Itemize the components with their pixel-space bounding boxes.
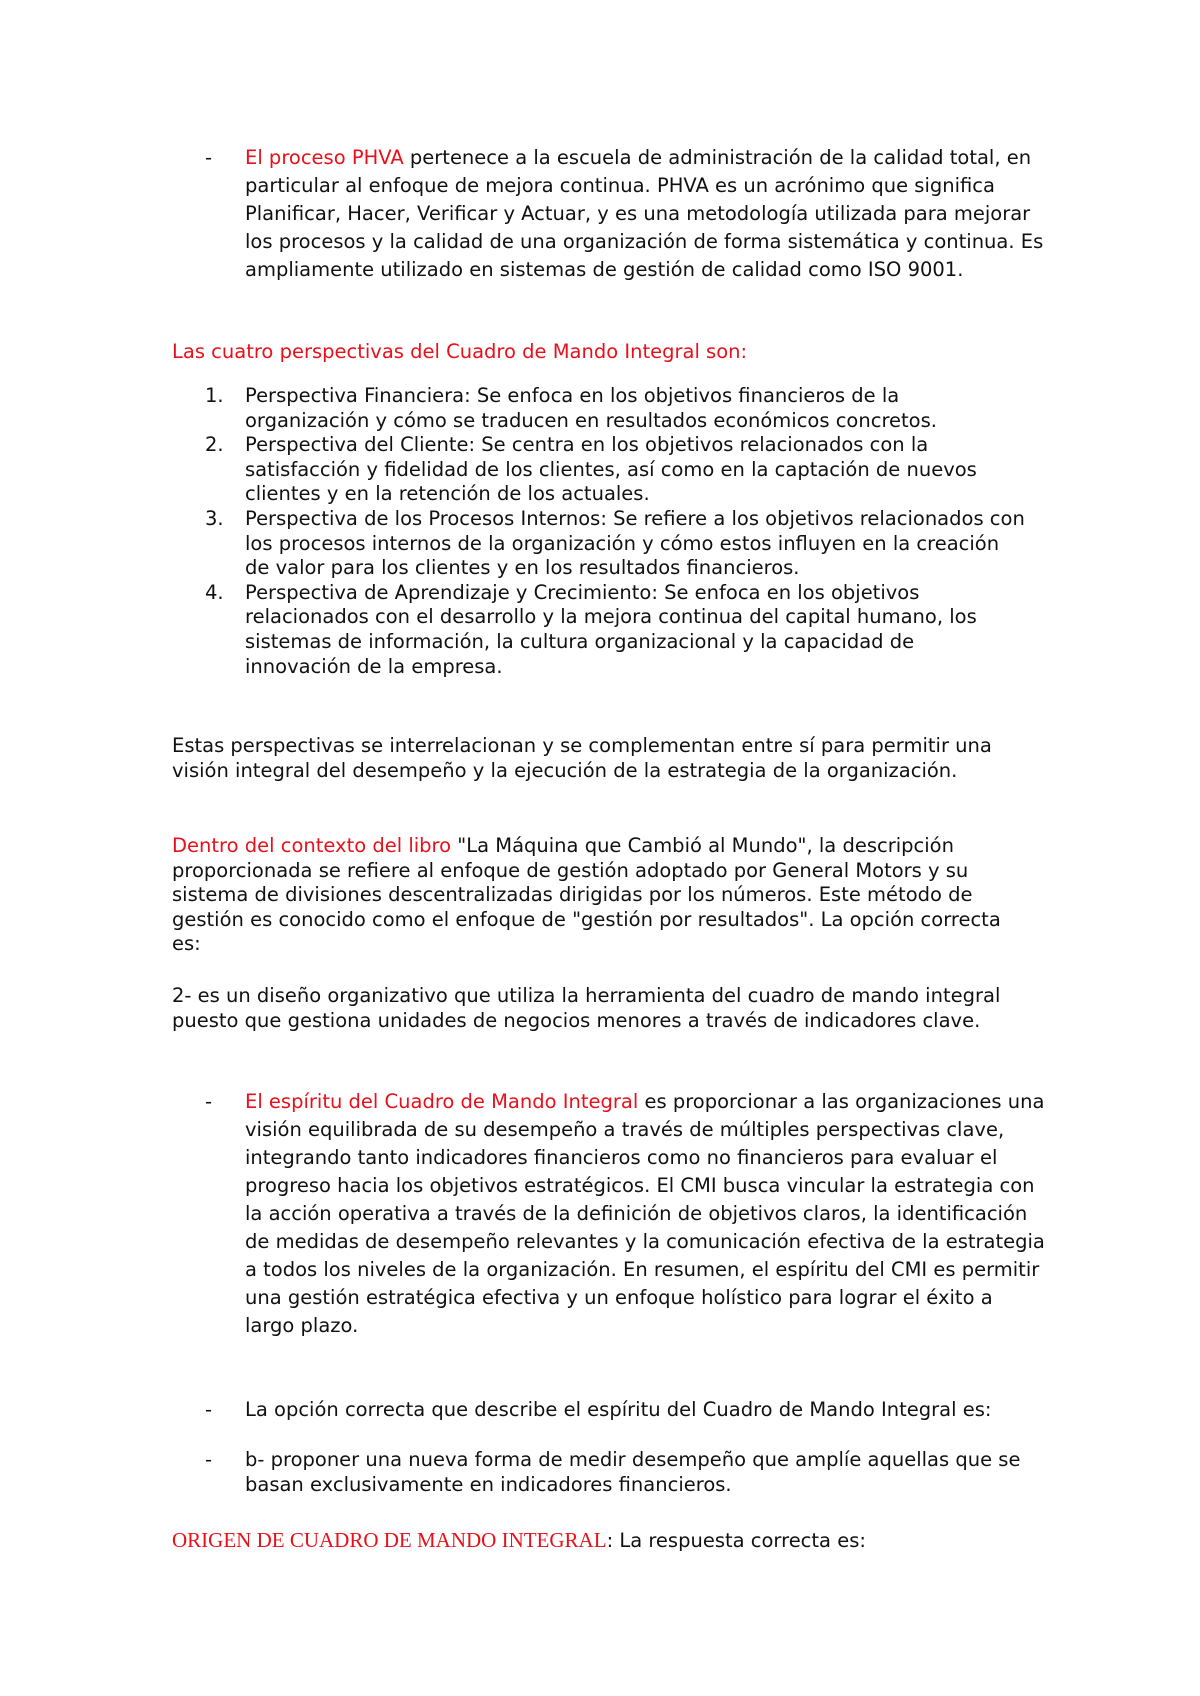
perspectivas-summary: Estas perspectivas se interrelacionan y se complementan entre sí para permitir una visión integral del desempeño y la ejecución de la estrategia de la organización. (172, 734, 992, 782)
origen-text: : La respuesta correcta es: (606, 1529, 866, 1552)
phva-heading: El proceso PHVA (245, 146, 404, 169)
espiritu-bullet (205, 1088, 1045, 1340)
option-bullet (205, 1448, 1045, 1497)
list-item: 3. Perspectiva de los Procesos Internos: Se refiere a los objetivos relacionados con los procesos internos de la organización y cómo estos influyen en la creación de valor para los clientes y en los resultados financieros. (205, 506, 1025, 580)
phva-text: pertenece a la escuela de administración de la calidad total, en particular al enfoque de mejora continua. PHVA es un acrónimo que significa Planificar, Hacer, Verificar y Actuar, y es una metodología utilizada para mejorar los procesos y la calidad de una organización de forma sistemática y continua. Es ampliamente utilizado en sistemas de gestión de calidad como ISO 9001. (245, 146, 1044, 281)
origen-heading: ORIGEN DE CUADRO DE MANDO INTEGRAL (172, 1528, 607, 1552)
bullet-dash: - (205, 1398, 213, 1421)
espiritu-paragraph (245, 1088, 1045, 1340)
phva-paragraph (245, 144, 1045, 284)
bullet-dash: - (205, 1090, 213, 1113)
list-item: 4. Perspectiva de Aprendizaje y Crecimiento: Se enfoca en los objetivos relacionados con el desarrollo y la mejora continua del capital humano, los sistemas de información, la cultura organizacional y la capacidad de innovación de la empresa. (205, 580, 977, 678)
libro-text: "La Máquina que Cambió al Mundo", la descripción proporcionada se refiere al enfoque de gestión adoptado por General Motors y su sistema de divisiones descentralizadas dirigidas por los números. Este método de gestión es conocido como el enfoque de "gestión por resultados". La opción correcta es: (172, 834, 1001, 956)
phva-bullet (205, 144, 1045, 284)
espiritu-text: es proporcionar a las organizaciones una visión equilibrada de su desempeño a través de múltiples perspectivas clave, integrando tanto indicadores financieros como no financieros para evaluar el progreso hacia los objetivos estratégicos. El CMI busca vincular la estrategia con la acción operativa a través de la definición de objetivos claros, la identificación de medidas de desempeño relevantes y la comunicación efectiva de la estrategia a todos los niveles de la organización. En resumen, el espíritu del CMI es permitir una gestión estratégica efectiva y un enfoque holístico para lograr el éxito a largo plazo. (245, 1090, 1045, 1337)
libro-paragraph (172, 834, 1012, 957)
option-text: b- proponer una nueva forma de medir desempeño que amplíe aquellas que se basan exclusivamente en indicadores financieros. (245, 1448, 1021, 1496)
list-item: 2. Perspectiva del Cliente: Se centra en los objetivos relacionados con la satisfacción y fidelidad de los clientes, así como en la captación de nuevos clientes y en la retención de los actuales. (205, 433, 977, 506)
espiritu-heading: El espíritu del Cuadro de Mando Integral (245, 1090, 639, 1113)
libro-heading: Dentro del contexto del libro (172, 834, 452, 857)
perspectivas-heading: Las cuatro perspectivas del Cuadro de Mando Integral son: (172, 340, 748, 363)
option-bullet (205, 1398, 1045, 1423)
origen-paragraph (172, 1526, 1072, 1555)
libro-answer: 2- es un diseño organizativo que utiliza la herramienta del cuadro de mando integral puesto que gestiona unidades de negocios menores a través de indicadores clave. (172, 984, 1001, 1032)
perspectivas-list (205, 384, 1025, 679)
option-text: La opción correcta que describe el espíritu del Cuadro de Mando Integral es: (245, 1398, 992, 1421)
bullet-dash: - (205, 146, 213, 169)
bullet-dash: - (205, 1448, 213, 1471)
list-item: 1. Perspectiva Financiera: Se enfoca en los objetivos financieros de la organización y cómo se traducen en resultados económicos concretos. (205, 384, 937, 432)
